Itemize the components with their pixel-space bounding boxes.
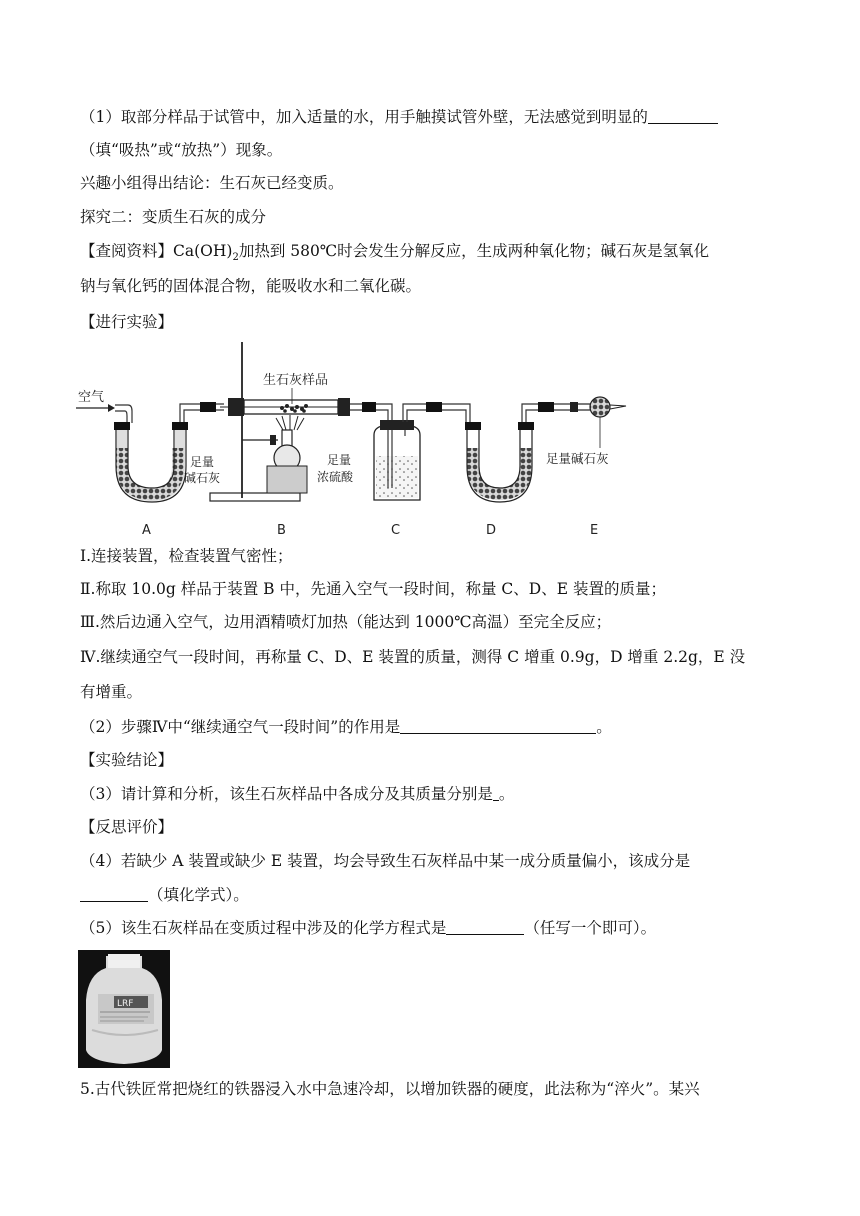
q5-end: （任写一个即可）。 xyxy=(524,919,657,937)
reference-heading: 【查阅资料】 xyxy=(80,242,174,260)
experiment-heading: 【进行实验】 xyxy=(80,313,174,331)
bag-label: LRF xyxy=(117,999,134,1009)
u-tube-a xyxy=(114,422,220,502)
u-tube-d xyxy=(465,422,534,502)
reference-line-2: 钠与氧化钙的固体混合物，能吸收水和二氧化碳。 xyxy=(80,277,422,295)
connector-ab xyxy=(200,402,216,412)
step-2: Ⅱ.称取 10.0g 样品于装置 B 中，先通入空气一段时间，称量 C、D、E 装置的质量； xyxy=(80,580,666,598)
result-heading: 【实验结论】 xyxy=(80,751,174,769)
reference-text: 加热到 580℃时会发生分解反应，生成两种氧化物；碱石灰是氢氧化 xyxy=(238,242,710,260)
q1-answer-blank[interactable] xyxy=(648,107,718,124)
q2-answer-blank[interactable] xyxy=(400,717,596,734)
drying-tube-e xyxy=(546,397,626,466)
step-4-line-a: Ⅳ.继续通空气一段时间，再称量 C、D、E 装置的质量，测得 C 增重 0.9g，D 增重 2.2g，E 没 xyxy=(80,648,746,666)
q3-line xyxy=(80,783,514,805)
c-reagent-name: 浓硫酸 xyxy=(317,470,354,484)
q4-line-a: （4）若缺少 A 装置或缺少 E 装置，均会导致生石灰样品中某一成分质量偏小，该成分是 xyxy=(80,852,691,870)
q2-text: （2）步骤Ⅳ中“继续通空气一段时间”的作用是 xyxy=(80,718,401,736)
q5-line xyxy=(80,917,656,939)
label-c: C xyxy=(391,523,401,538)
q3-end: 。 xyxy=(498,785,515,803)
c-reagent-amount: 足量 xyxy=(327,453,352,467)
connector-cd xyxy=(426,402,442,412)
explore-2-heading: 探究二：变质生石灰的成分 xyxy=(80,208,267,226)
washing-bottle-c xyxy=(317,420,420,500)
q3-text: （3）请计算和分析，该生石灰样品中各成分及其质量分别是 xyxy=(80,785,493,803)
q1-line-b: （填“吸热”或“放热”）现象。 xyxy=(80,141,283,159)
step-1: Ⅰ.连接装置，检查装置气密性； xyxy=(80,547,293,565)
label-b: B xyxy=(277,523,286,538)
air-inlet xyxy=(76,389,132,423)
formula-subscript: 2 xyxy=(232,252,239,264)
label-e: E xyxy=(590,523,599,538)
q5-answer-blank[interactable] xyxy=(446,918,524,935)
bag-image xyxy=(78,950,170,1068)
reference-line-1 xyxy=(80,240,709,269)
q1-text: （1）取部分样品于试管中，加入适量的水，用手触摸试管外壁，无法感觉到明显的 xyxy=(80,108,648,126)
air-label: 空气 xyxy=(78,390,105,405)
step-3: Ⅲ.然后边通入空气，边用酒精喷灯加热（能达到 1000℃高温）至完全反应； xyxy=(80,613,612,631)
product-photo xyxy=(78,950,170,1068)
q1-line-a xyxy=(80,106,718,128)
q4-line-b xyxy=(80,884,249,906)
reflect-heading: 【反思评价】 xyxy=(80,818,174,836)
q4-answer-blank[interactable] xyxy=(80,885,148,902)
step-4-line-b: 有增重。 xyxy=(80,683,143,701)
q2-line xyxy=(80,716,612,738)
connector-bc xyxy=(362,402,376,412)
chem-formula: Ca(OH) xyxy=(173,242,233,260)
q6-line: 5.古代铁匠常把烧红的铁器浸入水中急速冷却，以增加铁器的硬度，此法称为“淬火”。某兴 xyxy=(80,1080,700,1098)
q4-text: （填化学式）。 xyxy=(148,886,249,904)
q5-text: （5）该生石灰样品在变质过程中涉及的化学方程式是 xyxy=(80,919,447,937)
q2-end: 。 xyxy=(596,718,612,736)
apparatus-diagram xyxy=(70,338,650,543)
a-reagent-name: 碱石灰 xyxy=(184,471,221,485)
a-reagent-amount: 足量 xyxy=(190,455,215,469)
label-a: A xyxy=(142,523,151,538)
connector-de xyxy=(538,402,554,412)
conclusion-1: 兴趣小组得出结论：生石灰已经变质。 xyxy=(80,174,344,192)
e-reagent-label: 足量碱石灰 xyxy=(546,451,609,466)
label-d: D xyxy=(486,523,497,538)
sample-label: 生石灰样品 xyxy=(263,373,329,388)
